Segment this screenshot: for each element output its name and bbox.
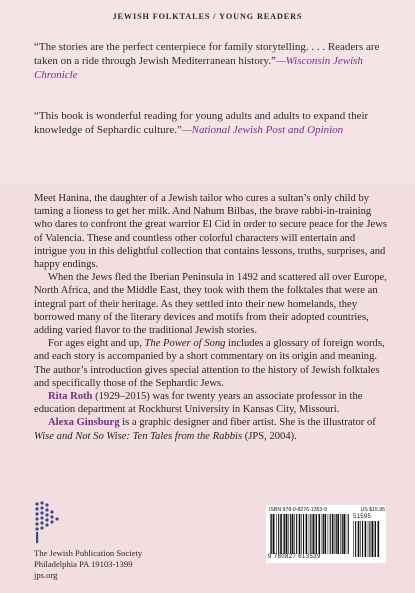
barcode-bar — [286, 514, 288, 554]
barcode-bar — [343, 514, 345, 554]
publisher-city: Philadelphia PA 19103-1399 — [34, 558, 133, 569]
price: US $15.95 — [360, 507, 385, 513]
barcode-bar — [358, 521, 360, 557]
book-title: The Power of Song — [144, 338, 226, 350]
review-quote-2 — [34, 109, 384, 137]
barcode-bar — [342, 514, 343, 554]
illustrator-bio-text: is a graphic designer and fiber artist. She is the illustrator of — [119, 417, 376, 429]
author-name: Rita Roth — [48, 391, 93, 403]
barcode-bar — [316, 514, 317, 554]
barcode-bar — [303, 514, 304, 554]
barcode-bar — [271, 514, 272, 554]
jps-logo-icon — [34, 500, 64, 544]
description-paragraph-3 — [34, 337, 388, 390]
author-bio-text: (1929–2015) was for twenty years an associate professor in the education department at Rockhurst University in Kansas City, Missouri. — [34, 391, 363, 416]
review-quote-source: —National Jewish Post and Opinion — [181, 124, 344, 136]
price-addon-barcode — [353, 521, 381, 557]
barcode-bar — [337, 514, 339, 554]
description-paragraph-2: When the Jews fled the Iberian Peninsula in 1492 and scattered all over Europe, North Africa, and the Middle East, they took with them the folktales that were an integral part of their heritage. As they settled into their new homelands, they borrowed many of the literary devices and motifs from their adopted countries, adding varied flavor to the traditional Jewish stories. — [34, 272, 387, 337]
barcode-bar — [378, 521, 380, 557]
barcode-bar — [375, 521, 376, 557]
publisher-name: The Jewish Publication Society — [34, 548, 143, 558]
barcode-bar — [309, 514, 310, 554]
barcode-bar — [355, 521, 356, 557]
barcode-bar — [369, 521, 370, 557]
barcode-bar — [280, 514, 282, 554]
barcode-bar — [360, 521, 361, 557]
barcode-bar — [292, 514, 294, 554]
illustrator-bio — [34, 416, 388, 442]
barcode-bar — [288, 514, 289, 554]
quotes-panel — [0, 0, 415, 184]
barcode-bar — [323, 514, 324, 554]
review-quote-source: —Wisconsin Jewish Chronicle — [34, 55, 363, 81]
barcode-bar — [301, 514, 302, 554]
barcode-bar — [330, 514, 331, 554]
description-text: For ages eight and up, — [48, 338, 145, 350]
barcode-bar — [315, 514, 316, 554]
barcode-bar — [353, 521, 354, 557]
barcode-bar — [336, 514, 337, 554]
ean-barcode — [270, 514, 350, 554]
publisher-website: jps.org — [34, 569, 58, 580]
description-paragraph-1: Meet Hanina, the daughter of a Jewish tailor who cures a sultan’s only child by taming a lioness to get her milk. And Nahum Bilbas, the brave rabbi-in-training who dares to confront the great warrior El Cid in order to secure peace for the Jews of Valencia. These and countless other colorful characters will entertain and intrigue you in this delightful collection that contains lessons, truths, surprises, and happy endings. — [34, 193, 387, 271]
author-bio — [34, 390, 388, 416]
review-quote-1 — [34, 40, 384, 82]
barcode-bar — [328, 514, 329, 554]
barcode-bar — [319, 514, 321, 554]
barcode-bar — [322, 514, 323, 554]
illustrator-name: Alexa Ginsburg — [48, 417, 120, 429]
barcode-bar — [284, 514, 285, 554]
barcode-bar — [374, 521, 375, 557]
barcode-bar — [283, 514, 284, 554]
barcode-bar — [273, 514, 275, 554]
barcode-bar — [278, 514, 279, 554]
barcode-bar — [362, 521, 363, 557]
barcode-bar — [270, 514, 271, 554]
barcode-bar — [296, 514, 297, 554]
barcode-digits: 9 780827 613539 — [268, 554, 321, 560]
description-text: includes a glossary of foreign words, and each story is accompanied by a short commentary on its origin and meaning. The author’s introduction gives special attention to the history of Jewish folktales and specifically those of the Sephardic Jews. — [34, 338, 385, 389]
barcode-bar — [348, 514, 349, 554]
review-quote-text: “The stories are the perfect centerpiece for family storytelling. . . . Readers are taken on a ride through Jewish Mediterranean history.” — [34, 41, 380, 67]
illustrator-bio-text: (JPS, 2004). — [242, 430, 297, 442]
barcode-bar — [332, 514, 334, 554]
barcode-bar — [294, 514, 295, 554]
illustrator-book-title: Wise and Not So Wise: Ten Tales from the Rabbis — [34, 430, 243, 442]
price-addon-number: 51595 — [353, 514, 372, 520]
barcode-bar — [290, 514, 291, 554]
barcode-bar — [365, 521, 367, 557]
barcode-bar — [306, 514, 308, 554]
barcode-bar — [335, 514, 336, 554]
review-quote-text: “This book is wonderful reading for young adults and adults to expand their knowledge of Sephardic culture.” — [34, 110, 369, 136]
barcode-bar — [313, 514, 315, 554]
barcode-panel — [266, 505, 386, 563]
barcode-bar — [325, 514, 327, 554]
barcode-bar — [299, 514, 301, 554]
barcode-bar — [340, 514, 341, 554]
barcode-bar — [346, 514, 347, 554]
barcode-bar — [372, 521, 374, 557]
publisher-info — [34, 548, 142, 580]
barcode-bar — [368, 521, 369, 557]
barcode-bar — [276, 514, 277, 554]
isbn-line — [269, 507, 385, 513]
isbn-number: ISBN 978-0-8276-1353-9 — [269, 507, 327, 513]
book-description — [34, 192, 388, 443]
barcode-bar — [310, 514, 311, 554]
series-label: JEWISH FOLKTALES / YOUNG READERS — [112, 12, 303, 21]
